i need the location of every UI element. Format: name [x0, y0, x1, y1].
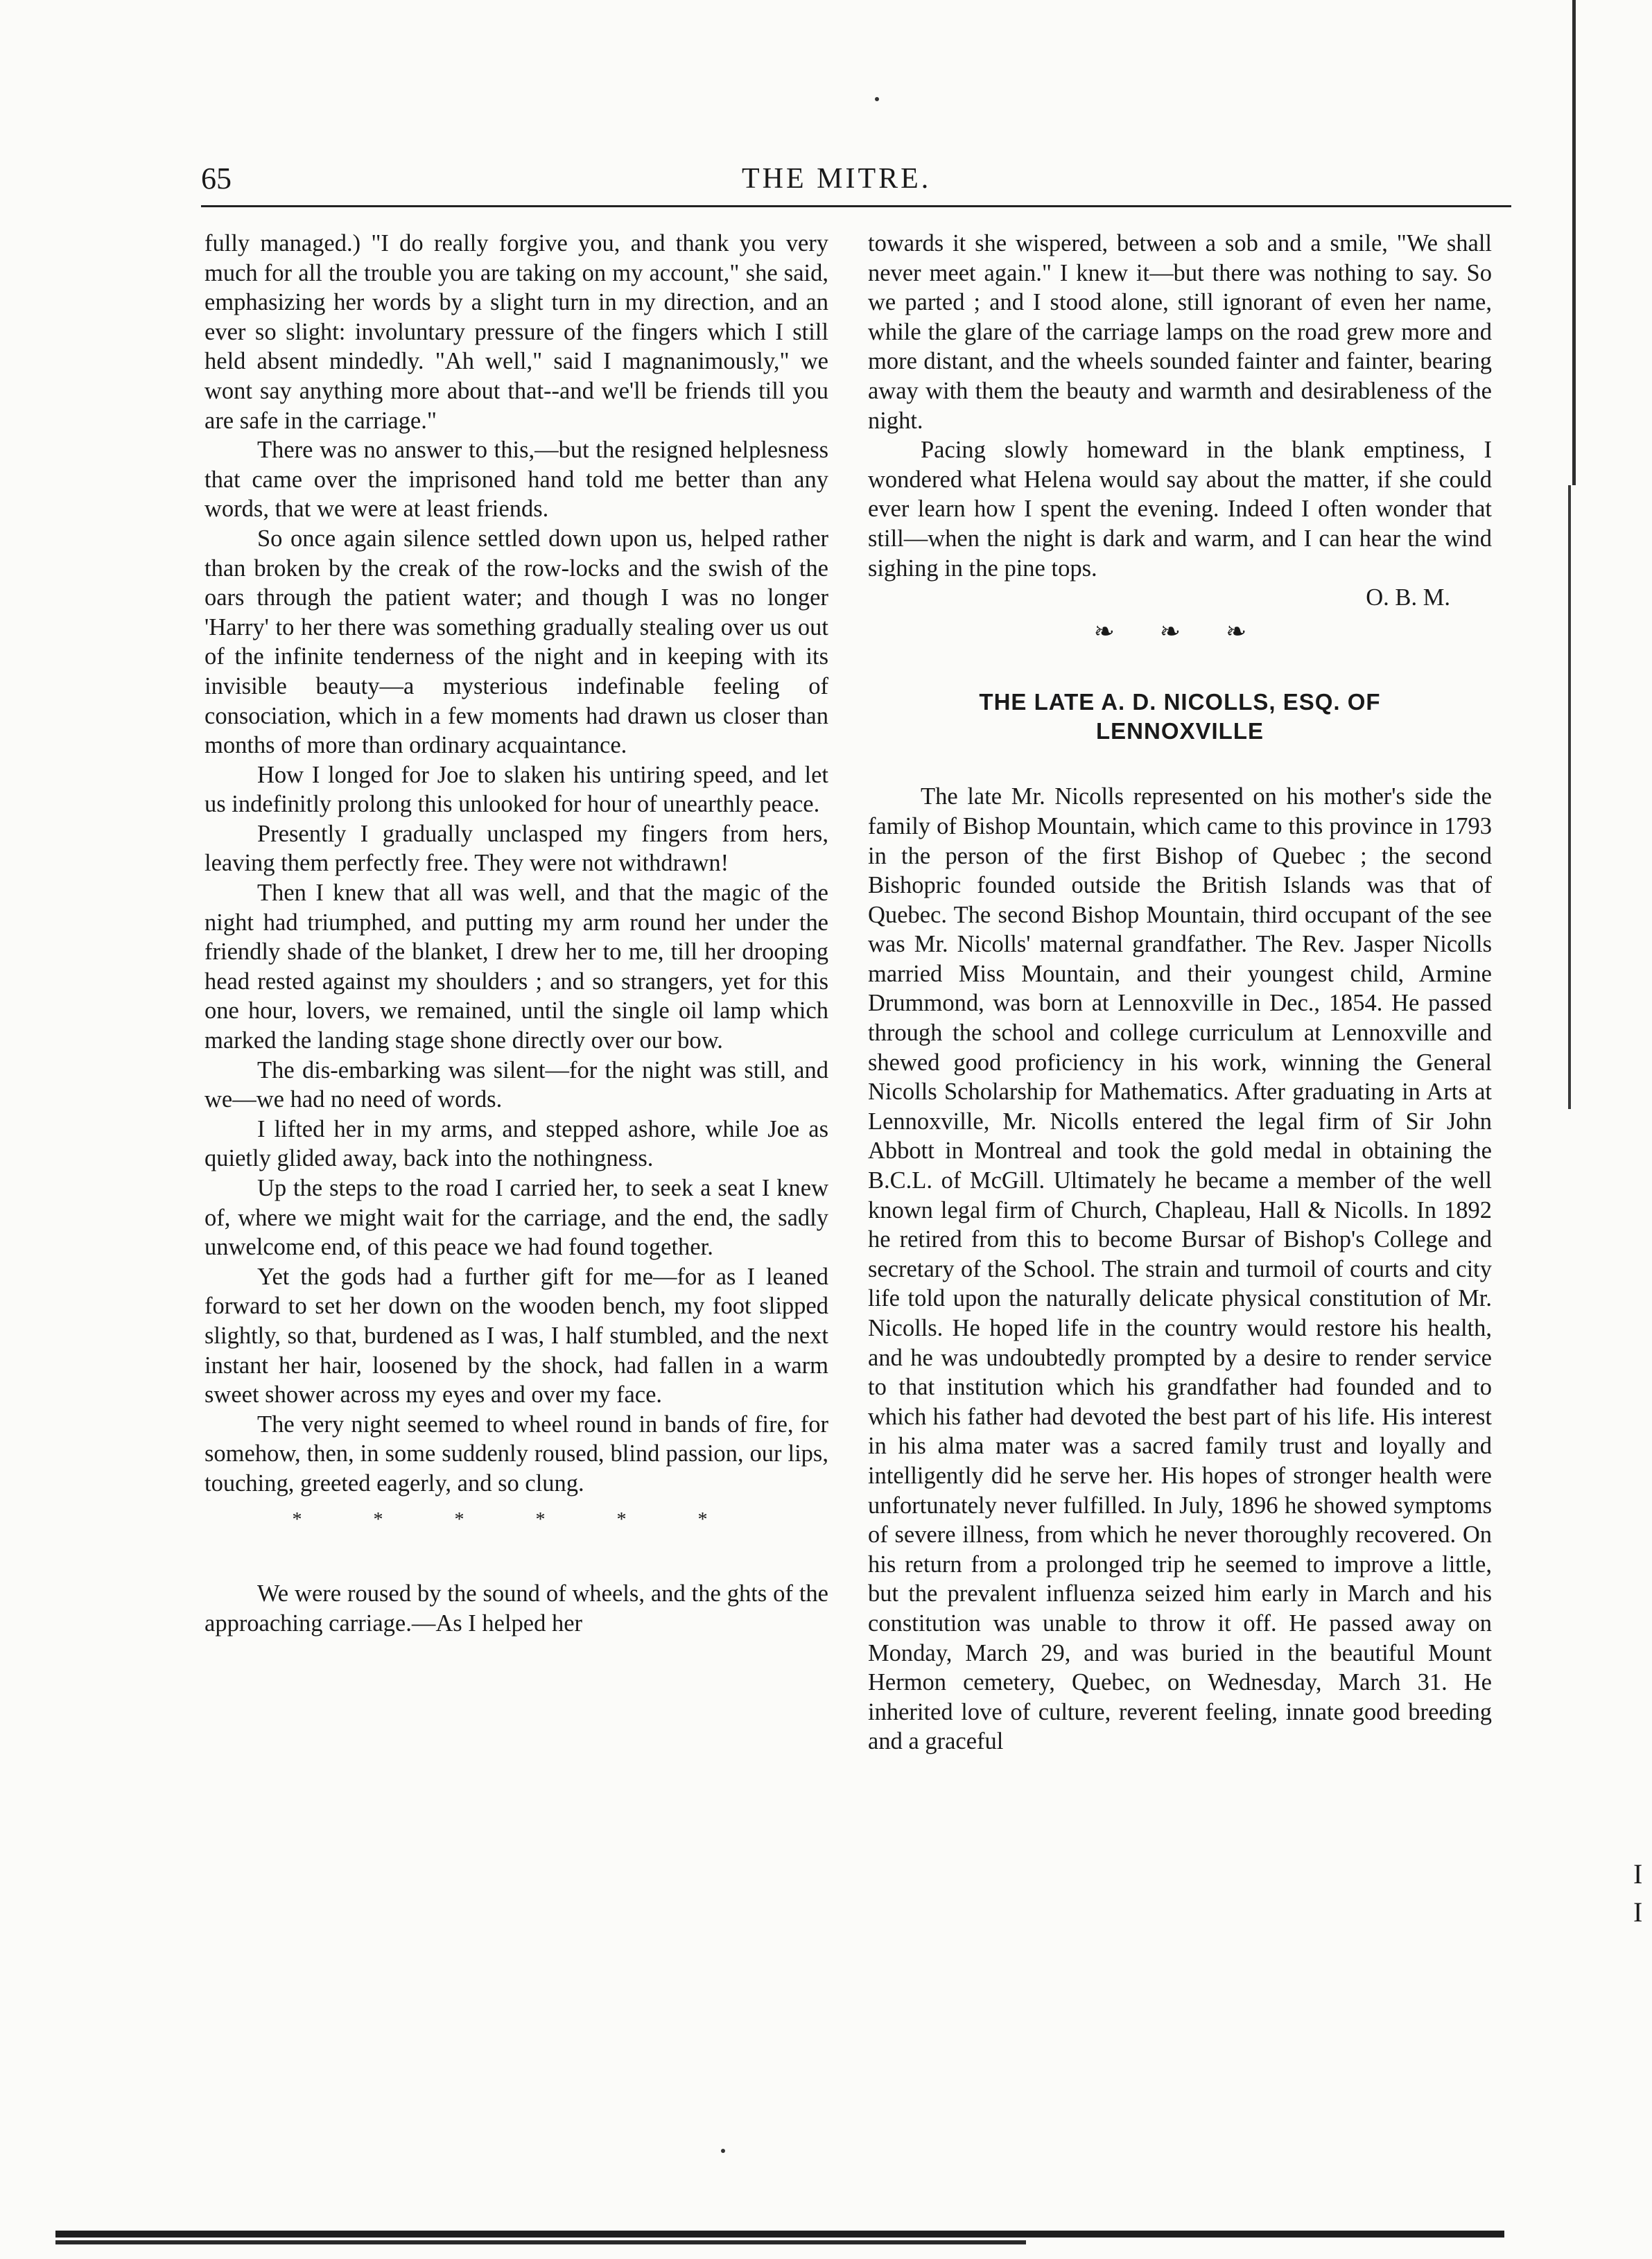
paragraph: Presently I gradually unclasped my fingers from hers, leaving them perfectly free. They were not withdrawn! [205, 820, 828, 877]
article-title [868, 688, 1492, 746]
article-title-line: LENNOXVILLE [1095, 718, 1264, 744]
paragraph: fully managed.) "I do really forgive you, and thank you very much for all the trouble you are taking on my account," she said, emphasizing her words by a slight turn in my direction, and an ever so slight: involuntary pressure of the fingers which I still held absent mindedly. "Ah well," said I magnanimously," we wont say anything more about that--and we'll be friends till you are safe in the carriage." [205, 230, 828, 434]
paragraph: The dis-embarking was silent—for the night was still, and we—we had no need of words. [205, 1056, 828, 1113]
paragraph: Yet the gods had a further gift for me—for as I leaned forward to set her down on the wooden bench, my foot slipped slightly, so that, burdened as I was, I half stumbled, and the next instant her hair, loosened by the shock, had fallen in a warm sweet shower across my eyes and over my face. [205, 1263, 828, 1408]
paragraph: The very night seemed to wheel round in bands of fire, for somehow, then, in some suddenly roused, blind passion, our lips, touching, greeted eagerly, and so clung. [205, 1411, 828, 1497]
bottom-rule [55, 2231, 1504, 2238]
page-number: 65 [201, 162, 232, 195]
right-column [868, 229, 1492, 1756]
section-break-stars: * * * * * * [292, 1508, 741, 1530]
paragraph: There was no answer to this,—but the resigned helplesness that came over the imprisoned hand told me better than any words, that we were at least friends. [205, 437, 828, 523]
speck [721, 2149, 725, 2153]
bottom-rule [55, 2240, 1026, 2244]
left-column [205, 229, 828, 1638]
page-edge-line [1572, 0, 1576, 485]
page-title: THE MITRE. [742, 163, 932, 195]
article-body: The late Mr. Nicolls represented on his mother's side the family of Bishop Mountain, which came to this province in 1793 in the person of the first Bishop of Quebec ; the second Bishopric founded outside the British Islands was that of Quebec. The second Bishop Mountain, third occupant of the see was Mr. Nicolls' maternal grandfather. The Rev. Jasper Nicolls married Miss Mountain, and their youngest child, Armine Drummond, was born at Lennoxville in Dec., 1854. He passed through the school and college curriculum at Lennoxville and shewed good proficiency in his work, winning the General Nicolls Scholarship for Mathematics. After graduating in Arts at Lennoxville, Mr. Nicolls entered the legal firm of Sir John Abbott in Montreal and took the gold medal in obtaining the B.C.L. of McGill. Ultimately he became a member of the well known legal firm of Church, Chapleau, Hall & Nicolls. In 1892 he retired from this to become Bursar of Bishop's College and secretary of the School. The strain and turmoil of courts and city life told upon the naturally delicate physical constitution of Mr. Nicolls. He hoped life in the country would restore his health, and he was undoubtedly prompted by a desire to render service to that institution which his grandfather had founded and to which his father had devoted the best part of his life. His interest in his alma mater was a sacred family trust and loyally and intelligently did he serve her. His hopes of stronger health were unfortunately never fulfilled. In July, 1896 he showed symptoms of severe illness, from which he never thoroughly recovered. On his return from a prolonged trip he seemed to improve a little, but the prevalent influenza seized him early in March and his constitution was unable to throw it off. He passed away on Monday, March 29, and was buried in the beautiful Mount Hermon cemetery, Quebec, on Wednesday, March 31. He inherited love of culture, reverent feeling, innate good breeding and a graceful [868, 783, 1492, 1755]
article-title-line: THE LATE A. D. NICOLLS, ESQ. OF [979, 689, 1381, 715]
paragraph: So once again silence settled down upon us, helped rather than broken by the creak of the row-locks and the swish of the oars through the patient water; and though I was no longer 'Harry' to her there was something gradually stealing over us out of the infinite tenderness of the night and in keeping with its invisible beauty—a mysterious indefinable feeling of consociation, which in a few moments had drawn us closer than months of more than ordinary acquaintance. [205, 525, 828, 759]
ornament-divider: ❧ ❧ ❧ [1093, 617, 1267, 645]
edge-mark: I [1633, 1896, 1643, 1928]
paragraph: I lifted her in my arms, and stepped ashore, while Joe as quietly glided away, back into the nothingness. [205, 1115, 828, 1172]
edge-mark: I [1633, 1858, 1643, 1890]
paragraph: Then I knew that all was well, and that the magic of the night had triumphed, and putting my arm round her under the friendly shade of the blanket, I drew her to me, till her drooping head rested against my shoulders ; and so strangers, yet for this one hour, lovers, we remained, until the single oil lamp which marked the landing stage shone directly over our bow. [205, 880, 828, 1054]
speck [875, 97, 879, 101]
paragraph: Up the steps to the road I carried her, to seek a seat I knew of, where we might wait for the carriage, and the end, the sadly unwelcome end, of this peace we had found together. [205, 1175, 828, 1261]
header-rule [201, 205, 1511, 207]
paragraph: How I longed for Joe to slaken his untiring speed, and let us indefinitly prolong this unlooked for hour of unearthly peace. [205, 761, 828, 818]
author-signature: O. B. M. [1366, 584, 1450, 611]
paragraph: towards it she wispered, between a sob and a smile, "We shall never meet again." I knew it—but there was nothing to say. So we parted ; and I stood alone, still ignorant of even her name, while the glare of the carriage lamps on the road grew more and more distant, and the wheels sounded fainter and fainter, bearing away with them the beauty and warmth and desirableness of the night. [868, 230, 1492, 434]
page-edge-line [1568, 485, 1571, 1109]
paragraph: We were roused by the sound of wheels, and the ghts of the approaching carriage.—As I helped her [205, 1580, 828, 1637]
paragraph: Pacing slowly homeward in the blank emptiness, I wondered what Helena would say about the matter, if she could ever learn how I spent the evening. Indeed I often wonder that still—when the night is dark and warm, and I can hear the wind sighing in the pine tops. [868, 437, 1492, 582]
